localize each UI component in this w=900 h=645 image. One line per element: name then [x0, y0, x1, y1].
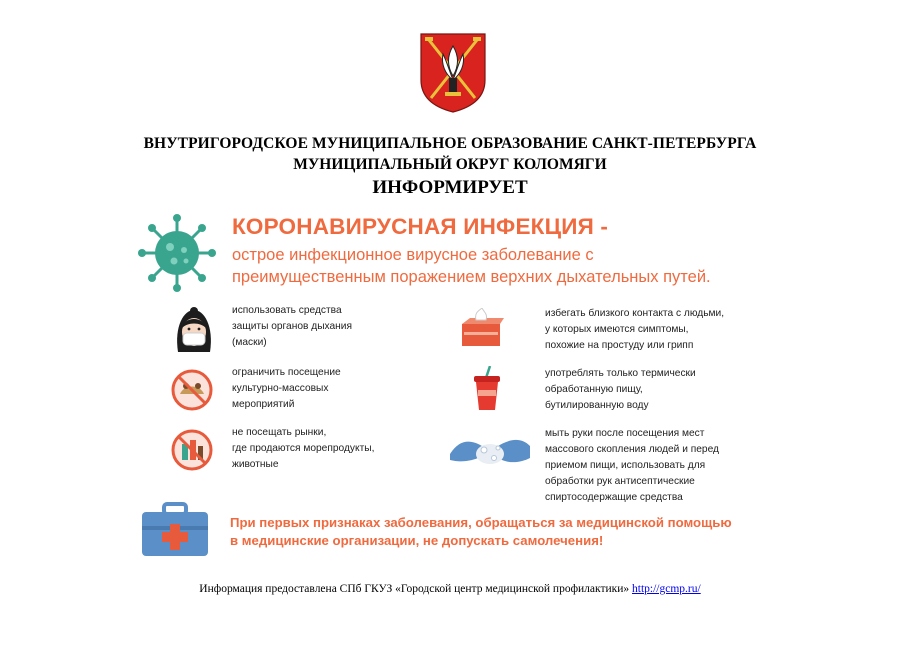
poster-title: КОРОНАВИРУСНАЯ ИНФЕКЦИЯ -	[232, 214, 609, 239]
first-aid-kit-icon	[140, 502, 210, 558]
no-market-icon	[170, 428, 214, 472]
no-crowd-icon	[170, 368, 214, 412]
header-informs: ИНФОРМИРУЕТ	[372, 177, 528, 198]
source-text: Информация предоставлена СПб ГКУЗ «Городской центр медицинской профилактики»	[199, 583, 630, 595]
poster-subtitle-line-1: острое инфекционное вирусное заболевание с	[232, 246, 594, 264]
source-link[interactable]: http://gcmp.ru/	[632, 583, 701, 595]
left-item-2-text: ограничить посещение культурно-массовых мероприятий	[232, 367, 341, 410]
left-item-1-text: использовать средства защиты органов дыхания (маски)	[232, 305, 352, 348]
header-line-1: ВНУТРИГОРОДСКОЕ МУНИЦИПАЛЬНОЕ ОБРАЗОВАНИЕ САНКТ-ПЕТЕРБУРГА	[143, 135, 757, 152]
mask-person-icon	[170, 306, 218, 354]
right-item-1-text: избегать близкого контакта с людьми, у которых имеются симптомы, похожие на простуду или грипп	[545, 308, 725, 351]
virus-icon	[138, 214, 216, 292]
left-item-3-text: не посещать рынки, где продаются морепродукты, животные	[232, 427, 375, 470]
call-to-action-line-2: в медицинские организации, не допускать самолечения!	[230, 533, 604, 548]
source-info	[0, 583, 900, 595]
coat-of-arms-icon	[419, 32, 487, 114]
hand-wash-icon	[450, 428, 530, 472]
poster-subtitle-line-2: преимущественным поражением верхних дыхательных путей.	[232, 268, 711, 286]
right-item-2-text: употреблять только термически обработанную пищу, бутилированную воду	[545, 368, 696, 411]
right-item-3-text: мыть руки после посещения мест массового скопления людей и перед приемом пищи, использовать для обработки рук антисептические спиртосодержащие средства	[545, 428, 719, 503]
drink-cup-icon	[470, 366, 504, 412]
call-to-action-line-1: При первых признаках заболевания, обращаться за медицинской помощью	[230, 515, 732, 530]
tissue-box-icon	[458, 308, 504, 348]
header-line-2: МУНИЦИПАЛЬНЫЙ ОКРУГ КОЛОМЯГИ	[293, 156, 607, 173]
